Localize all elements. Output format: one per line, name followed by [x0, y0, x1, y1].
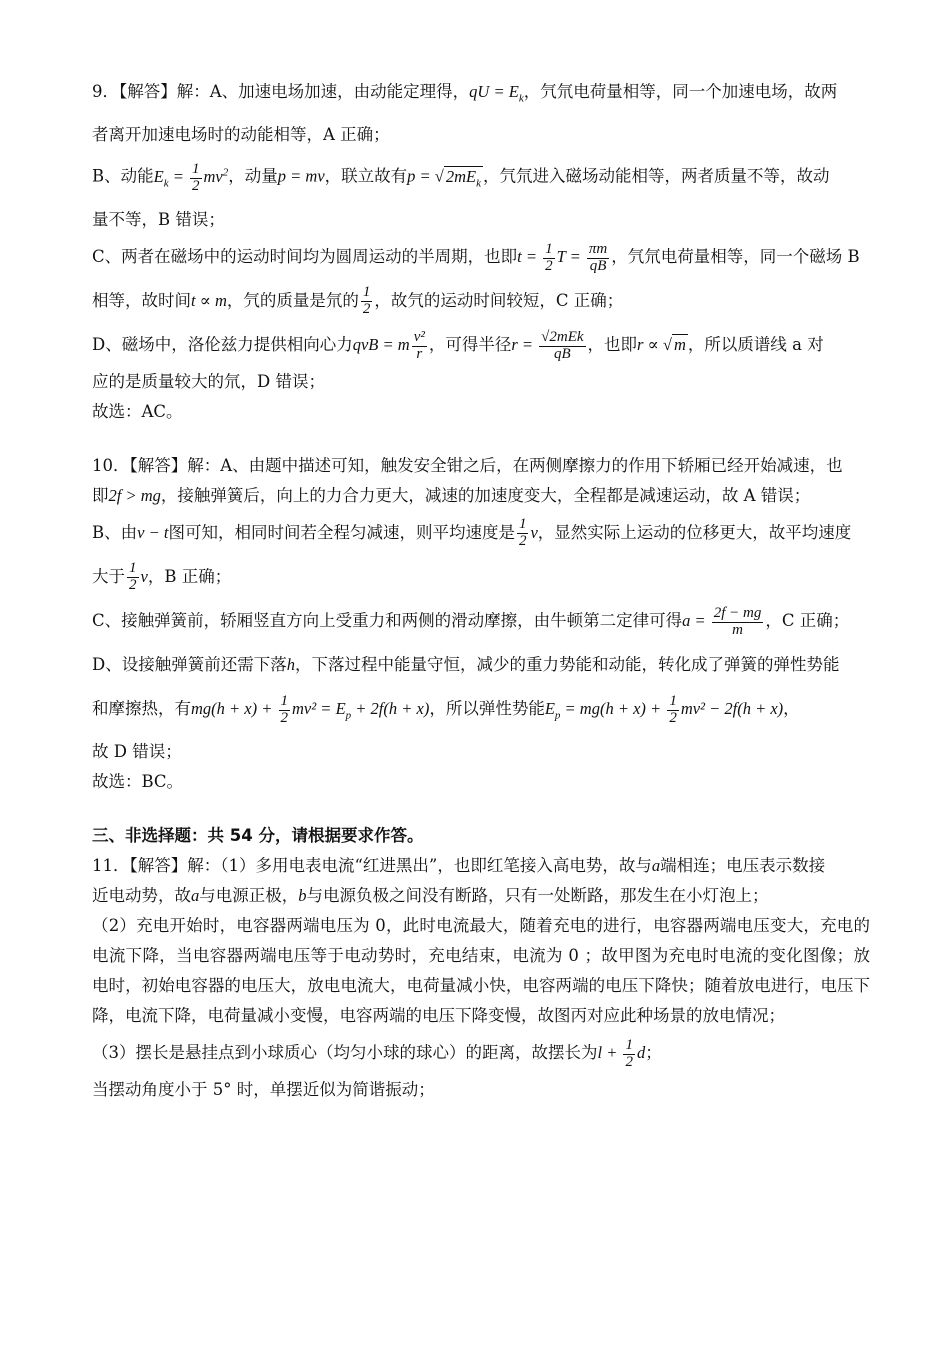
- text: D、设接触弹簧前还需下落: [92, 655, 287, 675]
- formula: v − t: [137, 523, 169, 543]
- q11-line-2: [92, 881, 870, 911]
- text: ，接触弹簧后，向上的力合力更大，减速的加速度变大，全程都是减速运动，故 A 错误；: [160, 486, 811, 506]
- formula: h: [286, 655, 295, 675]
- q11-line-3: [92, 1031, 870, 1075]
- answer-9: [92, 70, 870, 427]
- text: ，: [783, 699, 800, 719]
- text: ，也即: [587, 335, 638, 355]
- q11-line-1: [92, 851, 870, 881]
- text: C、接触弹簧前，轿厢竖直方向上受重力和两侧的滑动摩擦，由牛顿第二定律可得: [92, 611, 683, 631]
- q11-line-4: 当摆动角度小于 5° 时，单摆近似为简谐振动；: [92, 1080, 435, 1100]
- text: ，氕的质量是氘的: [226, 291, 359, 311]
- text: （3）摆长是悬挂点到小球质心（均匀小球的球心）的距离，故摆长为: [92, 1043, 598, 1063]
- q9-line-7: [92, 323, 870, 367]
- q10-line-8: 故 D 错误；: [92, 742, 182, 762]
- text: 相等，故时间: [92, 291, 191, 311]
- text: ，C 正确；: [765, 611, 850, 631]
- answer-tag: 【解答】: [119, 82, 177, 101]
- question-number: 9．: [92, 82, 119, 101]
- text: ，故氕的运动时间较短，C 正确；: [374, 291, 624, 311]
- fraction: $\frac{1}{2}$: [518, 516, 527, 550]
- text: D、磁场中，洛伦兹力提供相向心力: [92, 335, 353, 355]
- q10-line-4: [92, 555, 870, 599]
- formula: mg(h + x) + $\frac{1}{2}$ $mv^2 = E_p + 2f(h + x)$: [191, 693, 430, 726]
- text: 端相连；电压表示数接: [660, 856, 826, 876]
- answer-tag: 【解答】: [129, 856, 188, 876]
- text: C、两者在磁场中的运动时间均为圆周运动的半周期，也即: [92, 247, 518, 267]
- text: B、由: [92, 523, 138, 543]
- q9-line-1: [92, 70, 870, 120]
- q9-line-4: 量不等，B 错误；: [92, 210, 225, 230]
- answer-tag: 【解答】: [129, 456, 188, 476]
- formula: a = $\frac{2f - mg}{m}$: [682, 605, 762, 638]
- text: ；: [645, 1043, 662, 1063]
- answer-11: [92, 851, 870, 1105]
- text: ，B 正确；: [147, 567, 232, 587]
- q10-line-3: [92, 511, 870, 555]
- q10-line-7: [92, 687, 870, 737]
- q9-line-6: [92, 279, 870, 323]
- text: 大于: [92, 567, 125, 587]
- q10-line-2: [92, 481, 870, 511]
- text: 即: [92, 486, 109, 506]
- formula: qU = $E_k$: [469, 82, 524, 105]
- q9-line-9: 故选：AC。: [92, 402, 183, 422]
- text: 与电源负极之间没有断路，只有一处断路，那发生在小灯泡上；: [306, 886, 769, 906]
- variable: b: [298, 886, 307, 906]
- fraction: $\frac{1}{2}$: [362, 284, 371, 318]
- formula: 2f > mg: [108, 486, 161, 506]
- text: ，动量: [228, 166, 278, 186]
- text: ，可得半径: [428, 335, 512, 355]
- text: ，所以质谱线 a 对: [687, 335, 824, 355]
- text: ，下落过程中能量守恒，减少的重力势能和动能，转化成了弹簧的弹性势能: [294, 655, 840, 675]
- text: ，氕氘电荷量相等，同一个磁场 B: [611, 247, 860, 267]
- formula: v: [140, 567, 148, 587]
- q10-line-5: [92, 599, 870, 643]
- formula: r ∝ √ m: [637, 335, 686, 355]
- formula: p = mv: [277, 166, 325, 186]
- formula: qvB = m $\frac{\text{v²}}{r}$: [352, 329, 425, 362]
- text: ，氕氘电荷量相等，同一个加速电场，故两: [523, 82, 838, 101]
- text: 与电源正极，: [199, 886, 299, 906]
- question-number: 10．: [92, 456, 130, 476]
- text: ，所以弹性势能: [429, 699, 545, 719]
- text: ，氕氘进入磁场动能相等，两者质量不等，故动: [482, 166, 830, 186]
- text: B、动能: [92, 166, 154, 186]
- text: 解：A、加速电场加速，由动能定理得，: [176, 82, 470, 101]
- formula: p = √ $2mE_k$: [407, 166, 481, 190]
- q11-paragraph-2: （2）充电开始时，电容器两端电压为 0，此时电流最大，随着充电的进行，电容器两端电压变大，充电的电流下降，当电容器两端电压等于电动势时，充电结束，电流为 0 ；故甲图为充电时电流的变化图像；放电时，初始电容器的电压大，放电电流大，电荷量减小快，电容两端的电压下降快；随着放电进行，电压下降，电流下降，电荷量减小变慢，电容两端的电压下降变慢，故图丙对应此种场景的放电情况；: [92, 916, 870, 1026]
- formula: t = $\frac{1}{2}$ T = $\frac{\pi m}{qB}$: [517, 241, 608, 274]
- section-heading: 三、非选择题：共 54 分，请根据要求作答。: [92, 826, 424, 846]
- q10-line-6: [92, 643, 870, 687]
- solution-page: [92, 70, 870, 1105]
- text: 和摩擦热，有: [92, 699, 191, 719]
- q10-line-9: 故选：BC。: [92, 772, 184, 792]
- formula: r = $\frac{\text{√2mEk}}{qB}$: [511, 329, 584, 362]
- q9-line-5: [92, 235, 870, 279]
- formula: $E_k$ = $\frac{1}{2}$ $mv^2$: [153, 160, 229, 194]
- formula: t ∝ m: [191, 291, 227, 311]
- variable: a: [651, 856, 661, 876]
- text: ，显然实际上运动的位移更大，故平均速度: [537, 523, 852, 543]
- variable: a: [191, 886, 200, 906]
- answer-10: [92, 451, 870, 797]
- text: 解：（1）多用电表电流“红进黑出”，也即红笔接入高电势，故与: [187, 856, 652, 876]
- q9-line-2: 者离开加速电场时的动能相等，A 正确；: [92, 125, 390, 145]
- q10-line-1: [92, 451, 870, 481]
- question-number: 11．: [92, 856, 130, 876]
- text: 图可知，相同时间若全程匀减速，则平均速度是: [168, 523, 515, 543]
- formula: $E_p = mg(h + x)$ + $\frac{1}{2}$ mv² − 2f(h + x): [544, 693, 784, 726]
- fraction: $\frac{1}{2}$: [129, 560, 137, 594]
- text: ，联立故有: [324, 166, 408, 186]
- formula: v: [530, 523, 538, 543]
- q9-line-8: 应的是质量较大的氘，D 错误；: [92, 372, 325, 392]
- q9-line-3: [92, 150, 870, 205]
- text: 近电动势，故: [92, 886, 191, 906]
- text: 解：A、由题中描述可知，触发安全钳之后，在两侧摩擦力的作用下轿厢已经开始减速，也: [187, 456, 843, 476]
- formula: l + $\frac{1}{2}$ d: [597, 1037, 646, 1071]
